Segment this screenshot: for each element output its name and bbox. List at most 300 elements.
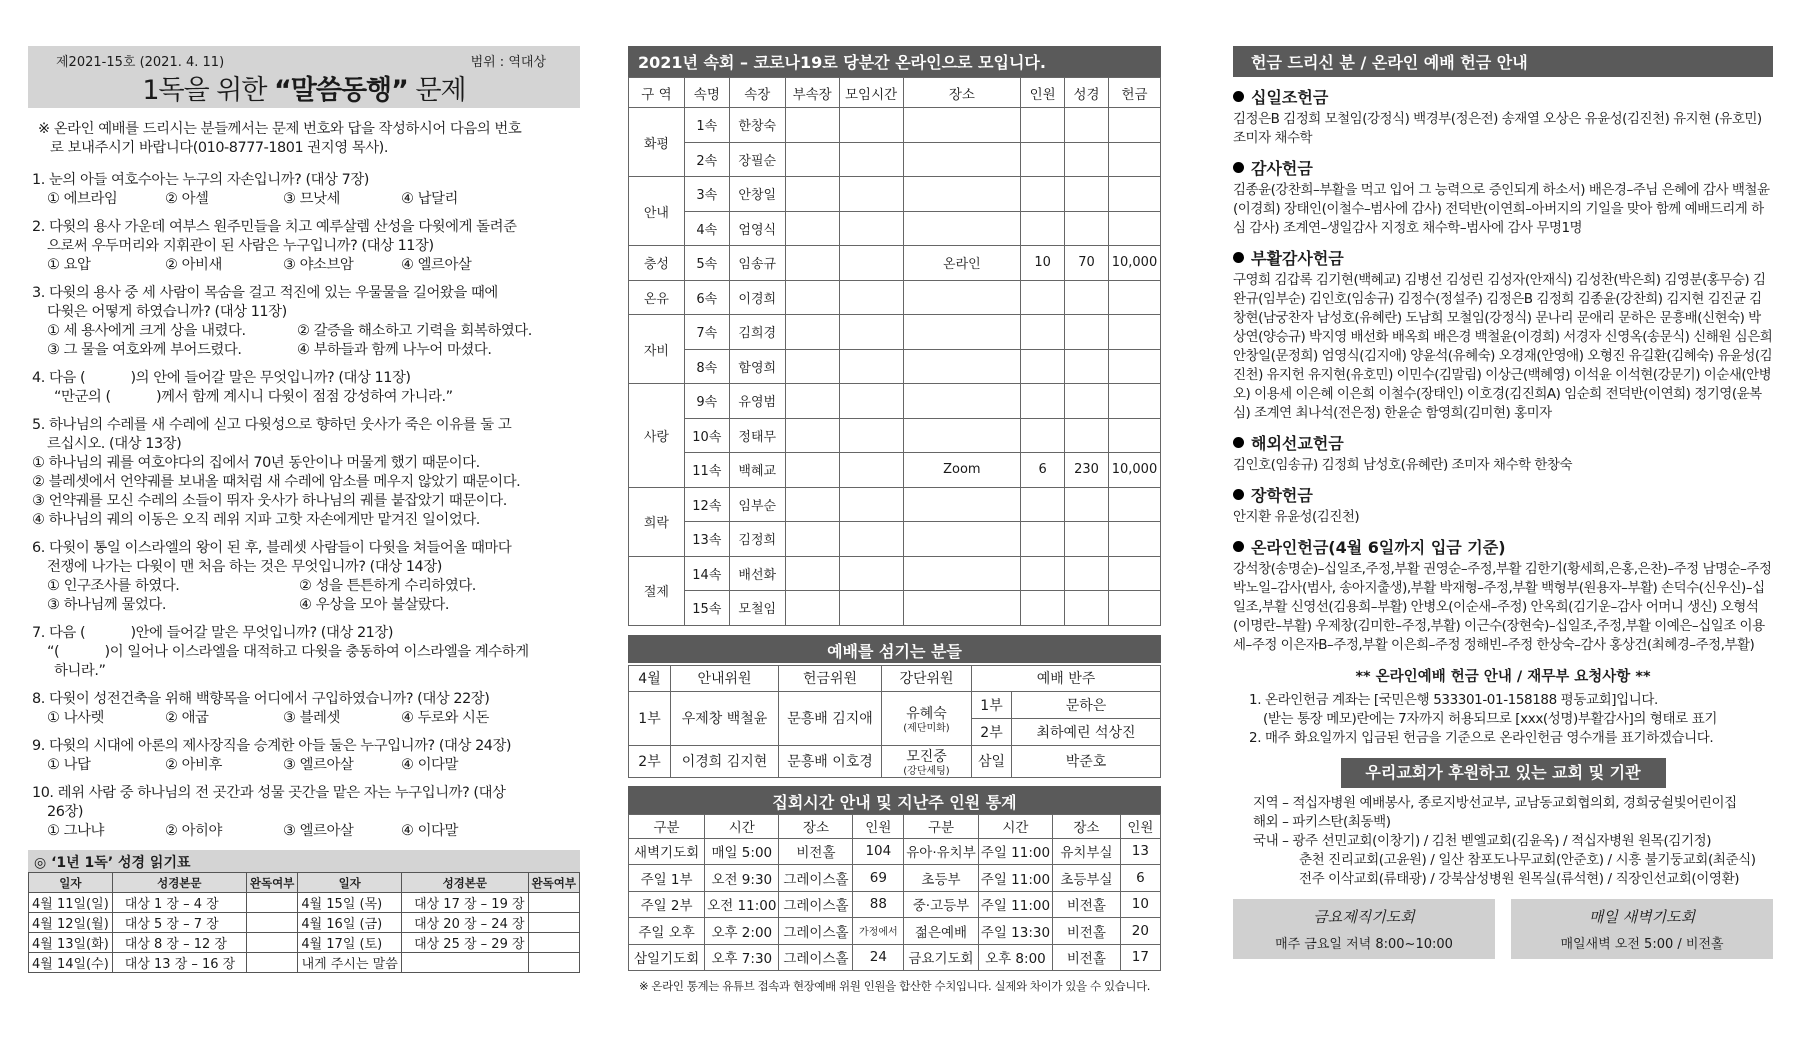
meeting-cell [903,418,1021,453]
meeting-cell: 김정희 [729,522,785,557]
stats-cell: 88 [853,891,904,918]
column-header: 부속장 [785,78,839,108]
meeting-cell: 함영희 [729,349,785,384]
meeting-cell [1065,522,1109,557]
meeting-cell [903,487,1021,522]
meeting-cell [1108,556,1160,591]
quiz-header [28,46,580,108]
option: ③ 하나님께 물었다. [47,597,166,613]
stats-cell: 그레이스홀 [779,918,853,945]
reading-cell: 대상 17 장 – 19 장 [402,893,528,913]
meeting-cell [785,280,839,315]
meeting-cell [903,349,1021,384]
column-header: 완독여부 [246,873,297,893]
reading-cell: 4월 17일 (토) [298,933,402,953]
offering-names: 문흥배 김지애 [779,691,882,745]
support-line: 해외 – 파키스탄(최동백) [1253,814,1391,830]
notice-line: 1. 온라인헌금 계좌는 [국민은행 533301-01-158188 평동교회]입니다. [1249,692,1658,708]
table-header-row [629,665,1161,691]
reading-cell [528,893,579,913]
stats-cell: 오후 7:30 [705,944,779,971]
meeting-cell [1021,522,1065,557]
meeting-cell [1108,177,1160,212]
column-header: 인원 [853,814,904,838]
reading-cell: 4월 14일(수) [29,953,113,973]
quiz-notice [32,120,578,158]
column-header: 성경 [1065,78,1109,108]
question-text: 하니라.” [54,663,106,679]
meeting-cell [1108,280,1160,315]
column-header: 예배 반주 [972,665,1161,691]
reading-plan-table [28,872,580,973]
meeting-cell [903,177,1021,212]
meeting-cell [1065,591,1109,626]
meeting-cell [1021,177,1065,212]
meeting-cell [839,280,903,315]
question-6 [32,539,578,615]
support-line: 국내 – 광주 선민교회(이창기) / 김천 벧엘교회(김윤옥) / 적십자병원 원목(김기정) [1253,833,1712,849]
meeting-cell [1065,418,1109,453]
question-text: 6. 다윗이 통일 이스라엘의 왕이 된 후, 블레셋 사람들이 다윗을 쳐들어올 때마다 [32,540,512,556]
column-header: 구분 [904,814,979,838]
meeting-cell [903,384,1021,419]
reading-cell [528,933,579,953]
meeting-cell: 13속 [684,522,729,557]
prayer-time: 매일새벽 오전 5:00 / 비전홀 [1560,937,1724,952]
bullet-icon [1233,541,1244,552]
offering-title-text: 감사헌금 [1251,159,1313,178]
meeting-cell [839,591,903,626]
column-header: 속장 [729,78,785,108]
service-label: 2부 [629,745,671,777]
option: ④ 하나님의 궤의 이동은 오직 레위 지파 고핫 자손에게만 맡겨진 일이었다. [32,512,480,528]
district-name: 온유 [629,280,685,315]
choir-label: 2부 [972,718,1012,745]
notice-line: 2. 매주 화요일까지 입금된 헌금을 기준으로 온라인헌금 영수개를 표기하겠습니다. [1249,730,1714,746]
meeting-cell [839,556,903,591]
table-row [629,591,1161,626]
meeting-cell [1065,487,1109,522]
support-line: 춘천 진리교회(고윤원) / 일산 참포도나무교회(안준호) / 시흥 불기둥교회(최준식) [1299,852,1756,868]
meeting-cell [1065,142,1109,177]
question-options [32,577,578,596]
meeting-cell: 2속 [684,142,729,177]
offering-names: 강석창(송명순)–십일조,주정,부활 권영순–주정,부활 김한기(황세희,은홍,은찬)–주정 남명순–주정 박노일–감사(범사, 송아지출생),부활 박재형–주정,부활 백형부(원용자–부활) 손덕수(신우신)–십일조,부활 신영선(김용희–부활) 안병오(이순새–주정) 안옥희(김기운–감사 어머니 생신) 오형석(이명란–부활) 우제창(김미한–주정,부활) 이근수(장현숙)–십일조,주정,부활 이예은–십일조 이용세–주정 이은자B–주정,부활 이은희–주정 정해빈–주정 한상숙–감사 홍상건(최혜경–주정,부활) [1233,561,1772,653]
online-offering-title: ** 온라인예배 헌금 안내 / 재무부 요청사항 ** [1355,669,1651,685]
quiz-title-prefix: 1독을 위한 [142,75,275,106]
online-offering-notice [1233,691,1773,748]
option: ④ 이다말 [401,823,458,839]
meeting-cell [1065,315,1109,350]
question-text: 4. 다음 ( )의 안에 들어갈 말은 무엇입니까? (대상 11장) [32,370,411,386]
quiz-title-bold: “말씀동행” [274,75,408,106]
table-row [629,891,1161,918]
district-name: 절제 [629,556,685,625]
reading-cell: 내게 주시는 말씀 [298,953,402,973]
meeting-cell [1021,556,1065,591]
support-list [1233,794,1773,889]
meeting-cell [785,384,839,419]
meetings-table [628,77,1161,626]
question-text: 3. 다윗의 용사 중 세 사람이 목숨을 걸고 적진에 있는 우물물을 길어왔을 때에 [32,285,498,301]
question-5 [32,416,578,530]
question-options [32,256,578,275]
meeting-cell: 12속 [684,487,729,522]
stats-cell: 24 [853,944,904,971]
meeting-cell [785,487,839,522]
meeting-cell [785,418,839,453]
stats-cell: 오전 11:00 [705,891,779,918]
offerings-title: 헌금 드리신 분 / 온라인 예배 헌금 안내 [1233,46,1773,77]
offering-section [1233,431,1773,475]
meeting-cell [1065,177,1109,212]
option: ① 인구조사를 하였다. [47,578,180,594]
meeting-cell: 6 [1021,453,1065,488]
meeting-cell [785,177,839,212]
meeting-cell: 8속 [684,349,729,384]
prayer-time: 매주 금요일 저녁 8:00~10:00 [1275,937,1453,952]
support-title: 우리교회가 후원하고 있는 교회 및 기관 [1341,758,1666,788]
stats-title: 집회시간 안내 및 지난주 인원 통계 [628,786,1161,814]
altar-names [882,745,972,777]
friday-prayer-box [1233,899,1495,959]
column-header: 장소 [779,814,853,838]
altar-name: 모진중 [906,748,947,765]
meeting-cell: 230 [1065,453,1109,488]
option: ③ 엘르아살 [283,757,354,773]
reading-cell: 대상 20 장 – 24 장 [402,913,528,933]
meeting-cell [1108,211,1160,246]
offering-names: 구영희 김갑록 김기현(백혜교) 김병선 김성린 김성자(안재식) 김성찬(박은희) 김영분(홍무승) 김완규(임부순) 김인호(임송규) 김정수(정설주) 김정은B 김정희 김종윤(강찬희) 김지현 김진균 김창현(남궁찬자 남성호(유혜란) 도남희 모철임(강정식) 문나리 문애리 문하은 문흥배(신현숙) 박상연(양승규) 박지영 배선화 배옥희 배은경 백철윤(이경희) 서경자 신영옥(송문식) 신해원 심은희 안창일(문정희) 엄영식(김지애) 양윤석(유혜숙) 오경재(안영애) 오형진 유길환(김혜숙) 유윤성(김진천) 유지헌 유지현(유호민) 이민수(김말림) 이상근(백혜영) 이석윤 이석현(강문기) 이순새(안병오) 이용세 이은혜 이은희 이철수(장태인) 이호경(김진희A) 임순희 전덕반(이연희) 정기영(윤복심) 조계연 최나석(전은정) 한윤순 함영희(김미현) 홍미자 [1233,272,1773,421]
question-options [32,756,578,775]
meeting-cell [785,556,839,591]
bullet-icon [1233,489,1244,500]
question-text: 26장) [47,804,84,820]
meeting-cell: 15속 [684,591,729,626]
offering-names: 김정은B 김정희 모철임(강정식) 백경부(정은전) 송재열 오상은 유윤성(김진천) 유지현 (유호민) 조미자 채수학 [1233,111,1762,146]
meeting-cell: 정태무 [729,418,785,453]
altar-name: 유혜숙 [906,705,947,722]
meeting-cell: 유영범 [729,384,785,419]
option: ② 블레셋에서 언약궤를 보내올 때처럼 새 수레에 암소를 메우지 않았기 때문이다. [32,474,521,490]
option: ④ 부하들과 함께 나누어 마셨다. [297,342,492,358]
table-row [629,918,1161,945]
choir-names: 박준호 [1012,745,1161,777]
reading-cell: 4월 16일 (금) [298,913,402,933]
offering-section-title [1233,535,1773,558]
column-header: 성경본문 [402,873,528,893]
stats-note: ※ 온라인 통계는 유튜브 접속과 현장예배 위원 인원을 합산한 수치입니다. 실제와 차이가 있을 수 있습니다. [638,979,1151,993]
choir-names: 최하예린 석상진 [1012,718,1161,745]
stats-cell: 초등부 [904,865,979,892]
column-header: 완독여부 [528,873,579,893]
table-row [629,522,1161,557]
reading-cell: 4월 13일(화) [29,933,113,953]
offering-names: 문흥배 이호경 [779,745,882,777]
question-text: 1. 눈의 아들 여호수아는 누구의 자손입니까? (대상 7장) [32,172,369,188]
question-7 [32,624,578,681]
stats-cell: 매일 5:00 [705,838,779,865]
stats-cell: 비전홀 [1053,891,1121,918]
meeting-cell: 6속 [684,280,729,315]
offering-title-text: 장학헌금 [1251,486,1313,505]
table-row [629,865,1161,892]
meeting-cell [1065,384,1109,419]
question-4 [32,369,578,407]
district-name: 충성 [629,246,685,281]
question-1 [32,171,578,209]
meeting-cell [903,142,1021,177]
meeting-cell [839,315,903,350]
option: ② 성을 튼튼하게 수리하였다. [299,578,476,594]
meeting-cell [903,108,1021,143]
prayer-title: 금요제직기도회 [1313,908,1415,926]
choir-label: 삼일 [972,745,1012,777]
reading-cell [402,953,528,973]
option: ① 하나님의 궤를 여호야다의 집에서 70년 동안이나 머물게 했기 때문이다. [32,455,480,471]
column-header: 일자 [29,873,113,893]
bullet-icon [1233,252,1244,263]
district-name: 희락 [629,487,685,556]
offering-section-title [1233,431,1773,454]
question-text: 7. 다음 ( )안에 들어갈 말은 무엇입니까? (대상 21장) [32,625,393,641]
offering-names: 안지환 유윤성(김진천) [1233,509,1360,525]
meeting-cell [903,211,1021,246]
table-row [29,953,580,973]
meeting-cell [785,453,839,488]
meeting-cell [785,108,839,143]
stats-cell: 젊은예배 [904,918,979,945]
stats-cell: 20 [1120,918,1160,945]
question-text: 전쟁에 나가는 다윗이 맨 처음 하는 것은 무엇입니까? (대상 14장) [47,559,442,575]
offering-sections [1233,85,1773,655]
meeting-cell: 4속 [684,211,729,246]
table-row [629,177,1161,212]
meeting-cell [839,453,903,488]
meeting-cell: 모철임 [729,591,785,626]
meeting-cell: 10속 [684,418,729,453]
offering-title-text: 부활감사헌금 [1251,249,1344,268]
meeting-cell [785,349,839,384]
question-text: 9. 다윗의 시대에 아론의 제사장직을 승계한 아들 둘은 누구입니까? (대상 24장) [32,738,512,754]
column-header: 헌금위원 [779,665,882,691]
table-row [29,933,580,953]
stats-cell: 주일 오후 [629,918,705,945]
option: ① 나사렛 [47,710,104,726]
option: ① 나답 [47,757,91,773]
district-name: 사랑 [629,384,685,488]
meetings-title: 2021년 속회 – 코로나19로 당분간 온라인으로 모입니다. [628,46,1161,77]
reading-cell: 대상 5 장 – 7 장 [112,913,246,933]
meeting-cell: 임송규 [729,246,785,281]
support-line: 전주 이삭교회(류태광) / 강북삼성병원 원목실(류석현) / 직장인선교회(이영환) [1299,871,1740,887]
offering-section [1233,483,1773,527]
stats-cell: 그레이스홀 [779,865,853,892]
question-options [32,709,578,728]
stats-cell: 삼일기도회 [629,944,705,971]
issue-number: 제2021-15호 (2021. 4. 11) [56,55,225,70]
reading-cell [246,893,297,913]
meeting-cell [1021,211,1065,246]
question-text: 으로써 우두머리와 지휘관이 된 사람은 누구입니까? (대상 11장) [47,238,434,254]
column-header: 안내위원 [671,665,779,691]
reading-plan-title: ◎ ‘1년 1독’ 성경 읽기표 [28,850,580,872]
table-row [629,944,1161,971]
column-header: 장소 [903,78,1021,108]
altar-note: (강단세팅) [903,765,950,777]
meeting-cell: 엄영식 [729,211,785,246]
table-row [629,487,1161,522]
meeting-cell [839,108,903,143]
stats-cell: 주일 13:30 [978,918,1052,945]
table-row [29,893,580,913]
stats-cell: 주일 11:00 [978,891,1052,918]
meeting-cell [785,211,839,246]
district-name: 안내 [629,177,685,246]
stats-cell: 오후 8:00 [978,944,1052,971]
table-row [629,142,1161,177]
stats-cell: 금요기도회 [904,944,979,971]
table-header-row [629,78,1161,108]
meeting-cell [1021,280,1065,315]
option: ③ 야소브암 [283,257,354,273]
meeting-cell [1108,487,1160,522]
servers-table [628,665,1161,778]
offering-section-title [1233,156,1773,179]
option: ② 아비후 [165,757,222,773]
meeting-cell [903,556,1021,591]
option: ② 아비새 [165,257,222,273]
stats-cell: 비전홀 [779,838,853,865]
prayer-meetings [1233,899,1773,959]
meeting-cell: 한창숙 [729,108,785,143]
option: ③ 므낫세 [283,191,340,207]
offering-title-text: 십일조헌금 [1251,88,1329,107]
stats-cell: 6 [1120,865,1160,892]
table-row [629,556,1161,591]
quiz-body [28,108,580,841]
guide-names: 우제창 백철윤 [671,691,779,745]
notice-line: ※ 온라인 예배를 드리시는 분들께서는 문제 번호와 답을 작성하시어 다음의 번호 [38,121,522,137]
table-header-row [29,873,580,893]
question-8 [32,690,578,728]
question-9 [32,737,578,775]
meeting-cell [903,315,1021,350]
question-3 [32,284,578,360]
meeting-cell [839,177,903,212]
meeting-cell [903,280,1021,315]
question-text: 8. 다윗이 성전건축을 위해 백향목을 어디에서 구입하였습니까? (대상 22장) [32,691,490,707]
meeting-cell [1021,349,1065,384]
meeting-cell: 1속 [684,108,729,143]
quiz-column [28,46,580,973]
meeting-cell [1108,384,1160,419]
stats-cell: 주일 2부 [629,891,705,918]
reading-cell [246,953,297,973]
stats-cell: 새벽기도회 [629,838,705,865]
table-row [629,838,1161,865]
meeting-cell: 14속 [684,556,729,591]
stats-cell: 주일 11:00 [978,865,1052,892]
meeting-cell: 임부순 [729,487,785,522]
offering-names: 김종윤(강찬희–부활을 먹고 입어 그 능력으로 증인되게 하소서) 배은경–주님 은혜에 감사 백철윤(이경희) 장태인(이철수–범사에 감사) 전덕반(이연희–아버지의 기일을 맞아 함께 예배드리게 하심 감사) 조계연–생일감사 지정호 채수학–범사에 감사 무명1명 [1233,182,1770,236]
reading-cell [246,933,297,953]
meeting-cell: 이경희 [729,280,785,315]
stats-cell: 그레이스홀 [779,891,853,918]
question-options [32,596,578,615]
column-header: 구 역 [629,78,685,108]
meeting-cell [785,315,839,350]
offering-section-title [1233,483,1773,506]
altar-names [882,691,972,745]
reading-cell [246,913,297,933]
stats-cell: 가정에서 [853,918,904,945]
reading-cell: 대상 13 장 – 16 장 [112,953,246,973]
option: ② 아셀 [165,191,209,207]
column-header: 4월 [629,665,671,691]
table-row [629,453,1161,488]
meeting-cell: 9속 [684,384,729,419]
notice-line: (받는 통장 메모)란에는 7자까지 허용되므로 [xxx(성명)부활감사]의 형태로 표기 [1263,711,1717,727]
question-text: 10. 레위 사람 중 하나님의 전 곳간과 성물 곳간을 맡은 자는 누구입니까? (대상 [32,785,506,801]
meeting-cell: 10,000 [1108,246,1160,281]
stats-cell: 104 [853,838,904,865]
offering-section-title [1233,85,1773,108]
meeting-cell: 온라인 [903,246,1021,281]
stats-cell: 초등부실 [1053,865,1121,892]
column-header: 인원 [1021,78,1065,108]
meeting-cell [903,522,1021,557]
question-options [32,341,578,360]
stats-table [628,814,1161,972]
servers-title: 예배를 섬기는 분들 [628,635,1161,663]
meeting-cell [1065,349,1109,384]
reading-cell: 대상 1 장 – 4 장 [112,893,246,913]
reading-cell: 4월 12일(월) [29,913,113,933]
offering-section [1233,85,1773,148]
stats-cell: 17 [1120,944,1160,971]
meeting-cell [1021,418,1065,453]
meeting-cell [785,246,839,281]
service-label: 1부 [629,691,671,745]
stats-cell: 비전홀 [1053,918,1121,945]
option: ④ 우상을 모아 불살랐다. [299,597,450,613]
meeting-cell: 3속 [684,177,729,212]
meeting-cell: 백혜교 [729,453,785,488]
stats-cell: 주일 11:00 [978,838,1052,865]
reading-cell [528,953,579,973]
meeting-cell [1065,556,1109,591]
column-header: 헌금 [1108,78,1160,108]
meeting-cell: 5속 [684,246,729,281]
question-2 [32,218,578,275]
option: ① 세 용사에게 크게 상을 내렸다. [47,323,246,339]
stats-cell: 69 [853,865,904,892]
question-options [32,322,578,341]
table-header-row [629,814,1161,838]
stats-cell: 주일 1부 [629,865,705,892]
meeting-cell [1108,591,1160,626]
question-text: 5. 하나님의 수레를 새 수레에 싣고 다윗성으로 향하던 웃사가 죽은 이유를 둘 고 [32,417,512,433]
meeting-cell [1065,108,1109,143]
stats-cell: 10 [1120,891,1160,918]
question-10 [32,784,578,841]
meeting-cell [1021,591,1065,626]
meeting-cell [1108,315,1160,350]
question-options [32,190,578,209]
option: ③ 언약궤를 모신 수레의 소들이 뛰자 웃사가 하나님의 궤를 붙잡았기 때문이다. [32,493,507,509]
meeting-cell [1021,315,1065,350]
